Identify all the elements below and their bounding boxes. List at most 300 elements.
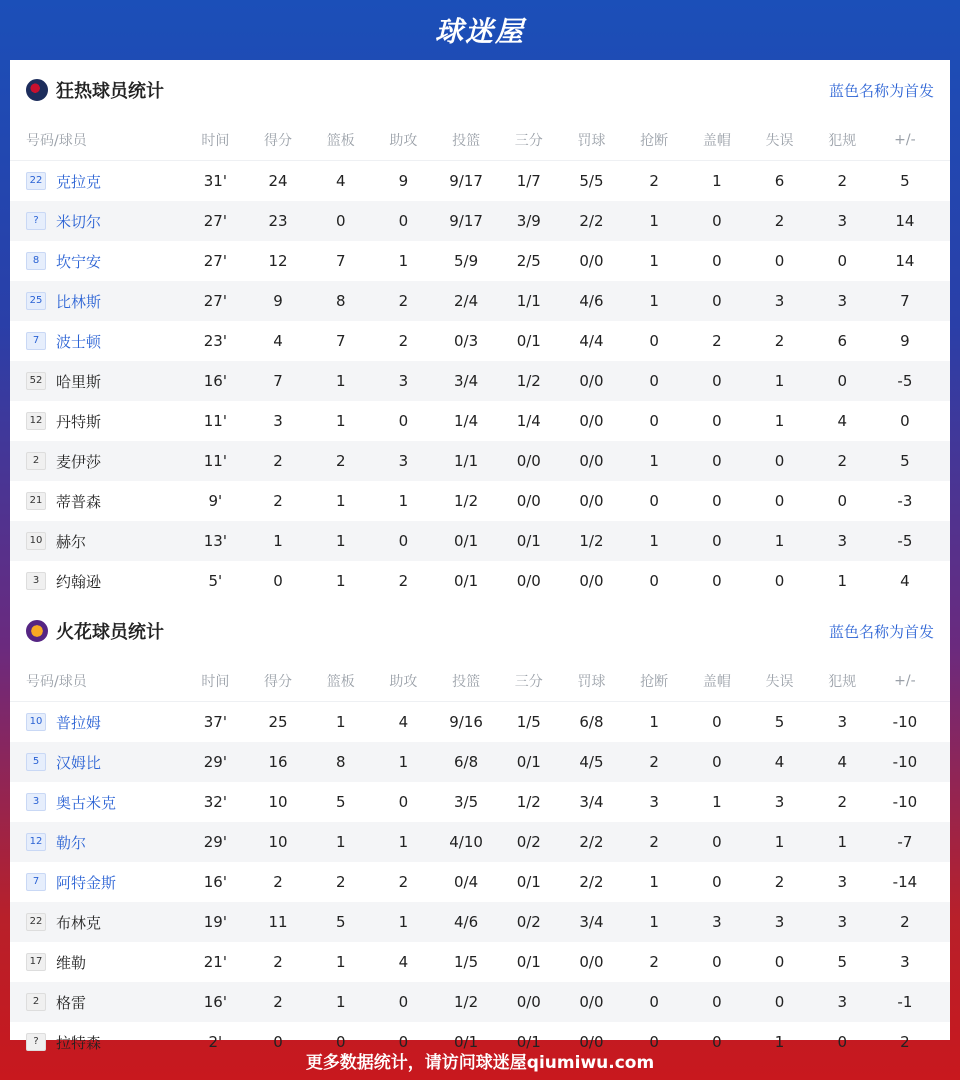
player-name[interactable]: 布林克 — [56, 913, 102, 932]
player-row[interactable] — [10, 321, 950, 361]
app-header — [0, 0, 960, 60]
stat-cell: 6/8 — [579, 713, 604, 731]
stat-cell: 0/1 — [516, 332, 541, 350]
column-header[interactable]: 抢断 — [640, 133, 669, 149]
stat-cell: 6 — [774, 172, 785, 190]
stat-cell: 8 — [335, 753, 346, 771]
stat-cell: 0/0 — [579, 452, 604, 470]
starter-note: 蓝色名称为首发 — [828, 81, 934, 100]
stat-cell: 2 — [398, 292, 409, 310]
stat-cell: 0/1 — [454, 572, 479, 590]
player-cell — [10, 712, 184, 733]
player-name[interactable]: 哈里斯 — [56, 372, 102, 391]
stat-cell: 0/1 — [516, 873, 541, 891]
column-header[interactable]: 三分 — [514, 674, 543, 690]
player-name[interactable]: 米切尔 — [56, 212, 102, 231]
stat-cell: 25 — [268, 713, 288, 731]
stat-cell: 0 — [712, 572, 722, 590]
player-row[interactable] — [10, 862, 950, 902]
stat-cell: 13' — [203, 532, 227, 550]
column-header[interactable]: 失误 — [765, 674, 794, 690]
stat-cell: 0 — [649, 572, 659, 590]
stat-cell: 0/2 — [516, 913, 541, 931]
stat-cell: 0 — [774, 452, 785, 470]
stat-cell: 0 — [712, 953, 722, 971]
stat-cell: 4/5 — [579, 753, 604, 771]
jersey-number-badge: 2 — [26, 993, 46, 1011]
jersey-number-badge: 21 — [26, 492, 46, 510]
stat-cell: 0 — [649, 372, 659, 390]
section-title-text: 狂热球员统计 — [56, 81, 164, 102]
stat-cell: 1/5 — [454, 953, 479, 971]
stat-cell: 2 — [273, 873, 283, 891]
stat-cell: 1 — [398, 833, 409, 851]
jersey-number-badge: 25 — [26, 292, 46, 310]
stat-cell: 11' — [203, 452, 227, 470]
player-cell — [10, 832, 184, 853]
site-logo: 球迷屋 — [434, 15, 525, 48]
player-name[interactable]: 丹特斯 — [56, 412, 102, 431]
stat-cell: 4 — [398, 953, 409, 971]
stat-cell: 12 — [268, 252, 288, 270]
stat-cell: 0/1 — [516, 532, 541, 550]
column-header[interactable]: 盖帽 — [702, 674, 731, 690]
section-title-text: 火花球员统计 — [56, 622, 164, 643]
stat-cell: 2 — [712, 332, 722, 350]
stat-cell: 29' — [203, 833, 227, 851]
player-row[interactable] — [10, 982, 950, 1022]
player-name[interactable]: 波士顿 — [56, 332, 102, 351]
player-name[interactable]: 维勒 — [56, 953, 87, 972]
stat-cell: 0 — [774, 492, 785, 510]
stat-cell: 3 — [774, 292, 785, 310]
column-header[interactable]: 助攻 — [389, 133, 418, 149]
player-row[interactable] — [10, 281, 950, 321]
stat-cell: 0 — [837, 252, 847, 270]
stat-cell: 19' — [203, 913, 227, 931]
stat-cell: 0/0 — [579, 372, 604, 390]
stat-cell: 0/1 — [516, 953, 541, 971]
player-row[interactable] — [10, 161, 950, 201]
stat-cell: 1 — [712, 793, 722, 811]
stat-cell: 1 — [335, 492, 346, 510]
player-row[interactable] — [10, 401, 950, 441]
player-name[interactable]: 赫尔 — [56, 532, 87, 551]
stat-cell: 27' — [203, 252, 227, 270]
stat-cell: 0 — [774, 993, 785, 1011]
stat-cell: 3 — [774, 793, 785, 811]
stat-cell: -5 — [897, 372, 913, 390]
player-cell — [10, 952, 184, 973]
stat-cell: 0 — [273, 1033, 283, 1051]
player-cell — [10, 251, 184, 272]
player-name[interactable]: 普拉姆 — [56, 713, 102, 732]
stat-cell: 0/1 — [516, 1033, 541, 1051]
stat-cell: 1 — [398, 252, 409, 270]
stat-cell: 27' — [203, 212, 227, 230]
column-header[interactable]: 时间 — [201, 133, 230, 149]
player-cell — [10, 491, 184, 512]
stat-cell: 0 — [774, 572, 785, 590]
stat-cell: 4 — [335, 172, 346, 190]
stat-cell: 14 — [895, 252, 915, 270]
stat-cell: 0 — [335, 1033, 346, 1051]
column-header[interactable]: 失误 — [765, 133, 794, 149]
stat-cell: -5 — [897, 532, 913, 550]
stat-cell: 3 — [837, 532, 847, 550]
stat-cell: 1 — [649, 452, 659, 470]
stat-cell: 21' — [203, 953, 227, 971]
stat-cell: 0 — [712, 532, 722, 550]
stat-cell: 1 — [335, 713, 346, 731]
stat-cell: 1 — [649, 532, 659, 550]
stat-cell: 1/1 — [516, 292, 541, 310]
stat-cell: 0 — [712, 292, 722, 310]
stat-cell: 0/0 — [579, 953, 604, 971]
player-name[interactable]: 奥古米克 — [56, 793, 117, 812]
stat-cell: 5 — [335, 793, 346, 811]
stat-cell: 2 — [774, 212, 785, 230]
stat-cell: 0/0 — [579, 993, 604, 1011]
stat-cell: 0 — [712, 452, 722, 470]
stat-cell: 0 — [774, 252, 785, 270]
stat-cell: 1 — [335, 953, 346, 971]
player-row[interactable] — [10, 702, 950, 742]
stat-cell: 0/1 — [516, 753, 541, 771]
stat-cell: 11 — [268, 913, 288, 931]
stat-cell: 4/6 — [454, 913, 479, 931]
stat-cell: 1/7 — [516, 172, 541, 190]
stat-cell: 3 — [398, 452, 409, 470]
stat-cell: 16' — [203, 993, 227, 1011]
stat-cell: 0/0 — [579, 1033, 604, 1051]
stat-cell: -10 — [892, 793, 918, 811]
section-header — [10, 601, 950, 661]
jersey-number-badge: 12 — [26, 833, 46, 851]
stat-cell: 1 — [774, 833, 785, 851]
stat-cell: 6/8 — [454, 753, 479, 771]
player-row[interactable] — [10, 742, 950, 782]
column-header[interactable]: 抢断 — [640, 674, 669, 690]
stat-cell: 2 — [335, 452, 346, 470]
stat-cell: 4 — [900, 572, 910, 590]
column-header[interactable]: 得分 — [264, 674, 293, 690]
stat-cell: 1/2 — [579, 532, 604, 550]
stat-cell: 9 — [900, 332, 910, 350]
stat-cell: 3 — [837, 212, 847, 230]
stat-cell: 1 — [398, 492, 409, 510]
stat-cell: 3 — [837, 873, 847, 891]
player-name[interactable]: 拉特森 — [56, 1033, 102, 1052]
stat-cell: 0 — [398, 793, 409, 811]
stat-cell: 3/9 — [516, 212, 541, 230]
column-header[interactable]: 得分 — [264, 133, 293, 149]
stat-cell: 0 — [712, 833, 722, 851]
stat-cell: 4 — [837, 753, 847, 771]
stat-cell: 5 — [335, 913, 346, 931]
stat-cell: 0 — [712, 492, 722, 510]
jersey-number-badge: 10 — [26, 713, 46, 731]
stat-cell: 8 — [335, 292, 346, 310]
stat-cell: 3 — [774, 913, 785, 931]
stat-cell: 5' — [208, 572, 223, 590]
stat-cell: 1/2 — [454, 993, 479, 1011]
stat-cell: 1 — [335, 532, 346, 550]
player-row[interactable] — [10, 782, 950, 822]
player-name[interactable]: 坎宁安 — [56, 252, 102, 271]
player-cell — [10, 752, 184, 773]
stat-cell: 0/4 — [454, 873, 479, 891]
starter-note: 蓝色名称为首发 — [828, 622, 934, 641]
stat-cell: 3 — [649, 793, 659, 811]
player-name[interactable]: 比林斯 — [56, 292, 102, 311]
player-row[interactable] — [10, 441, 950, 481]
stat-cell: 0 — [398, 532, 409, 550]
stat-cell: 5 — [900, 452, 910, 470]
jersey-number-badge: 3 — [26, 793, 46, 811]
stat-cell: -1 — [897, 993, 913, 1011]
player-row[interactable] — [10, 481, 950, 521]
player-cell — [10, 411, 184, 432]
stat-cell: 2 — [649, 833, 659, 851]
player-cell — [10, 291, 184, 312]
stat-cell: 6 — [837, 332, 847, 350]
player-name[interactable]: 麦伊莎 — [56, 452, 102, 471]
stat-cell: 2 — [398, 873, 409, 891]
stat-cell: 1/5 — [516, 713, 541, 731]
stat-cell: 0 — [712, 412, 722, 430]
player-cell — [10, 371, 184, 392]
jersey-number-badge: 10 — [26, 532, 46, 550]
stat-cell: 2/2 — [579, 873, 604, 891]
column-header[interactable]: 投篮 — [452, 674, 481, 690]
stat-cell: 14 — [895, 212, 915, 230]
stat-cell: 2/2 — [579, 212, 604, 230]
player-name[interactable]: 克拉克 — [56, 172, 102, 191]
player-row[interactable] — [10, 521, 950, 561]
stat-cell: 9' — [208, 492, 223, 510]
column-header-row — [10, 120, 950, 161]
stat-cell: 1 — [649, 212, 659, 230]
column-header[interactable]: 罚球 — [577, 133, 606, 149]
player-row[interactable] — [10, 241, 950, 281]
stat-cell: 23 — [268, 212, 288, 230]
stat-cell: 5/9 — [454, 252, 479, 270]
stat-cell: 3 — [837, 993, 847, 1011]
stat-cell: 0/0 — [516, 993, 541, 1011]
stat-cell: 1 — [774, 412, 785, 430]
column-header[interactable]: +/- — [894, 673, 916, 689]
stat-cell: 0 — [398, 212, 409, 230]
column-header[interactable]: 篮板 — [326, 674, 355, 690]
stat-cell: 10 — [268, 793, 288, 811]
column-header[interactable]: +/- — [894, 132, 916, 148]
column-header[interactable]: 犯规 — [828, 133, 857, 149]
jersey-number-badge: 8 — [26, 252, 46, 270]
sparks-logo-icon — [26, 620, 48, 642]
jersey-number-badge: 17 — [26, 953, 46, 971]
stat-cell: 0 — [335, 212, 346, 230]
column-header[interactable]: 投篮 — [452, 133, 481, 149]
stat-cell: 0 — [774, 953, 785, 971]
stat-cell: 2 — [398, 332, 409, 350]
stat-cell: 1 — [649, 252, 659, 270]
player-name[interactable]: 格雷 — [56, 993, 87, 1012]
stat-cell: 2 — [837, 452, 847, 470]
stat-cell: 1 — [649, 913, 659, 931]
stat-cell: 0 — [649, 1033, 659, 1051]
stat-cell: 11' — [203, 412, 227, 430]
column-header[interactable]: 犯规 — [828, 674, 857, 690]
stat-cell: 0/0 — [579, 252, 604, 270]
player-name[interactable]: 汉姆比 — [56, 753, 102, 772]
stat-cell: 1 — [398, 753, 409, 771]
column-header[interactable]: 三分 — [514, 133, 543, 149]
stat-cell: 9/16 — [449, 713, 483, 731]
stat-cell: 2 — [774, 873, 785, 891]
stat-cell: -10 — [892, 753, 918, 771]
stat-cell: 0/0 — [516, 572, 541, 590]
stat-cell: 1 — [774, 1033, 785, 1051]
stat-cell: 16' — [203, 372, 227, 390]
jersey-number-badge: 7 — [26, 332, 46, 350]
player-name[interactable]: 勒尔 — [56, 833, 87, 852]
fever-logo-icon — [26, 79, 48, 101]
stat-cell: 0/0 — [579, 412, 604, 430]
player-cell — [10, 171, 184, 192]
player-cell — [10, 792, 184, 813]
player-cell — [10, 451, 184, 472]
column-header[interactable]: 盖帽 — [702, 133, 731, 149]
section-header — [10, 60, 950, 120]
jersey-number-badge: 22 — [26, 913, 46, 931]
player-row[interactable] — [10, 942, 950, 982]
jersey-number-badge: 3 — [26, 572, 46, 590]
stat-cell: 1/4 — [516, 412, 541, 430]
stat-cell: 5/5 — [579, 172, 604, 190]
player-name[interactable]: 阿特金斯 — [56, 873, 117, 892]
stat-cell: 24 — [268, 172, 288, 190]
stat-cell: 2 — [273, 993, 283, 1011]
stat-cell: 27' — [203, 292, 227, 310]
stat-cell: 0 — [649, 492, 659, 510]
stat-cell: 1 — [335, 993, 346, 1011]
column-header[interactable]: 时间 — [201, 674, 230, 690]
stat-cell: 31' — [203, 172, 227, 190]
stat-cell: 0 — [398, 412, 409, 430]
stat-cell: 0 — [712, 372, 722, 390]
stat-cell: 2' — [208, 1033, 223, 1051]
player-name[interactable]: 约翰逊 — [56, 572, 102, 591]
player-cell — [10, 912, 184, 933]
stat-cell: 3 — [900, 953, 910, 971]
stat-cell: 7 — [335, 252, 346, 270]
stat-cell: 2 — [774, 332, 785, 350]
column-header[interactable]: 篮板 — [326, 133, 355, 149]
stat-cell: 3 — [273, 412, 283, 430]
stat-cell: 0/1 — [454, 1033, 479, 1051]
column-header[interactable]: 助攻 — [389, 674, 418, 690]
column-header[interactable]: 号码/球员 — [26, 133, 87, 149]
stat-cell: 7 — [273, 372, 283, 390]
column-header[interactable]: 罚球 — [577, 674, 606, 690]
stat-cell: 7 — [335, 332, 346, 350]
player-row[interactable] — [10, 822, 950, 862]
stat-cell: 3/4 — [579, 793, 604, 811]
jersey-number-badge: ? — [26, 212, 46, 230]
player-row[interactable] — [10, 361, 950, 401]
player-row[interactable] — [10, 561, 950, 601]
stat-cell: 4/10 — [449, 833, 483, 851]
stat-cell: 1 — [649, 292, 659, 310]
stat-cell: 4 — [398, 713, 409, 731]
player-row[interactable] — [10, 902, 950, 942]
stat-cell: 0 — [837, 1033, 847, 1051]
section-title — [26, 77, 164, 103]
stat-cell: 0/0 — [579, 572, 604, 590]
footer-banner[interactable] — [0, 1040, 960, 1080]
stat-cell: 0 — [712, 252, 722, 270]
stat-cell: 1 — [335, 572, 346, 590]
stat-cell: 0/0 — [516, 492, 541, 510]
stat-cell: 0 — [273, 572, 283, 590]
stat-cell: 2/2 — [579, 833, 604, 851]
stat-cell: 3/5 — [454, 793, 479, 811]
stat-cell: 4 — [837, 412, 847, 430]
player-row[interactable] — [10, 201, 950, 241]
stat-cell: 3 — [837, 292, 847, 310]
stat-cell: 0 — [712, 993, 722, 1011]
jersey-number-badge: 52 — [26, 372, 46, 390]
stat-cell: 0 — [712, 873, 722, 891]
jersey-number-badge: 12 — [26, 412, 46, 430]
player-name[interactable]: 蒂普森 — [56, 492, 102, 511]
stat-cell: 3 — [837, 713, 847, 731]
stat-cell: 2 — [837, 793, 847, 811]
stat-cell: 1/1 — [454, 452, 479, 470]
stat-cell: -10 — [892, 713, 918, 731]
stat-cell: 1 — [774, 372, 785, 390]
stat-cell: 9 — [273, 292, 283, 310]
stat-cell: 2 — [900, 1033, 910, 1051]
stat-cell: 2 — [649, 753, 659, 771]
stat-cell: 0 — [712, 713, 722, 731]
team-section-1 — [10, 601, 950, 1062]
stat-cell: 9/17 — [449, 172, 483, 190]
stat-cell: 37' — [203, 713, 227, 731]
stat-cell: -14 — [892, 873, 918, 891]
stat-cell: 1/2 — [516, 372, 541, 390]
stat-cell: 0/0 — [579, 492, 604, 510]
team-section-0 — [10, 60, 950, 601]
column-header-row — [10, 661, 950, 702]
stat-cell: 3/4 — [579, 913, 604, 931]
stat-cell: 0/0 — [516, 452, 541, 470]
stat-cell: -3 — [897, 492, 913, 510]
player-cell — [10, 992, 184, 1013]
stat-cell: 5 — [774, 713, 785, 731]
stat-cell: 1 — [273, 532, 283, 550]
column-header[interactable]: 号码/球员 — [26, 674, 87, 690]
stat-cell: 0 — [649, 993, 659, 1011]
stat-cell: 2 — [273, 492, 283, 510]
stat-cell: 0 — [712, 212, 722, 230]
stat-cell: 4/6 — [579, 292, 604, 310]
stat-cell: 10 — [268, 833, 288, 851]
stat-cell: 29' — [203, 753, 227, 771]
stat-cell: 0 — [837, 372, 847, 390]
stat-cell: 1 — [398, 913, 409, 931]
